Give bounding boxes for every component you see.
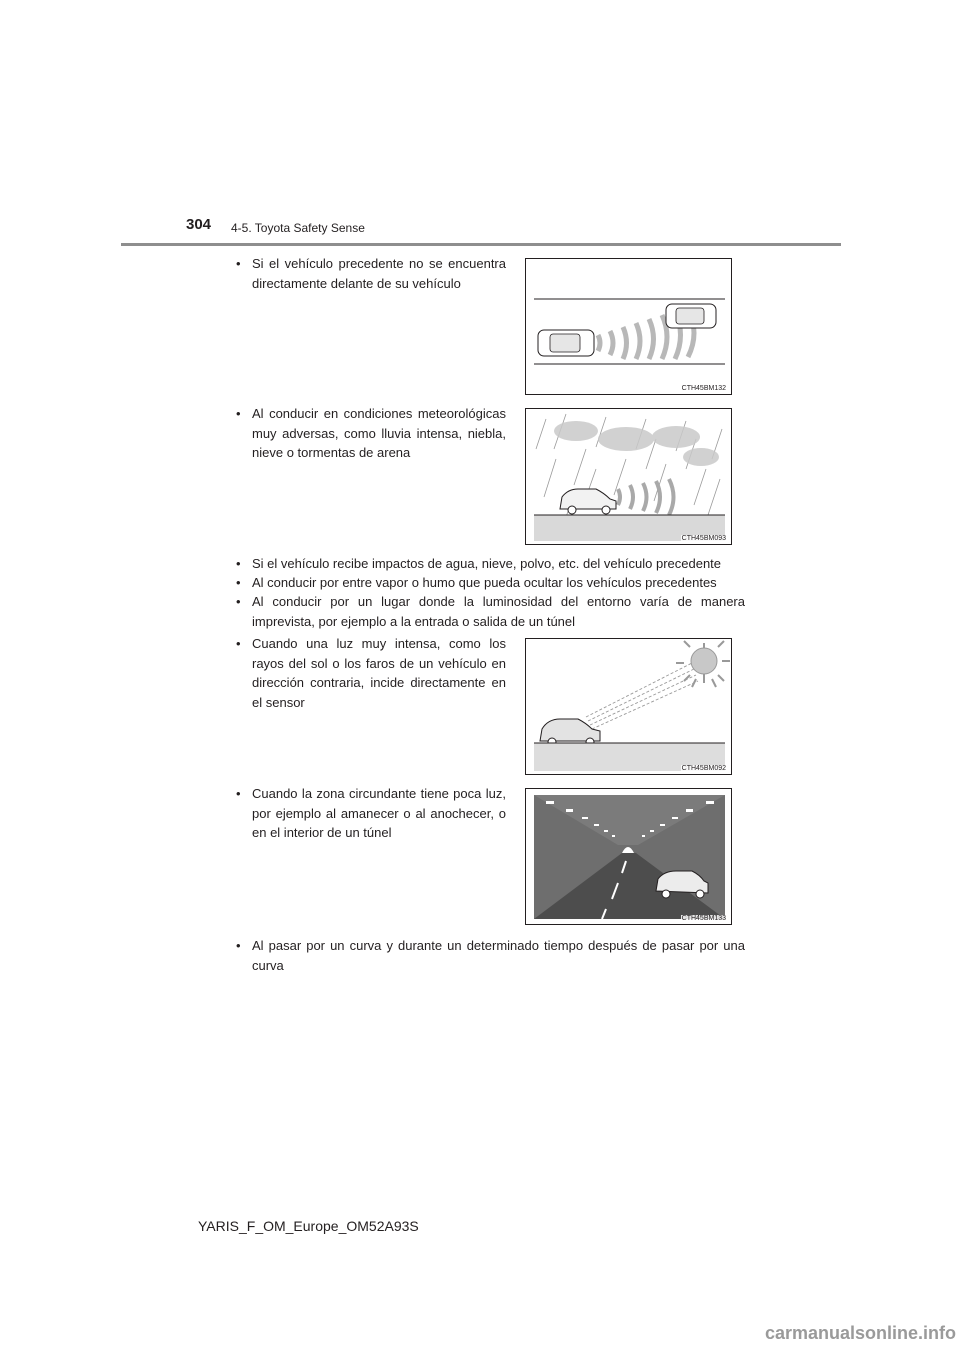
figure-offset-vehicle <box>525 258 732 395</box>
bullet: • <box>236 636 241 651</box>
figure-code: CTH45BM092 <box>681 765 726 772</box>
list-item-low-light <box>236 784 506 843</box>
header-divider <box>121 243 841 246</box>
figure-code: CTH45BM133 <box>681 915 726 922</box>
list-item-curve <box>236 936 745 975</box>
bullet: • <box>236 406 241 421</box>
bullet: • <box>236 594 241 609</box>
list-item-text: Si el vehículo recibe impactos de agua, nieve, polvo, etc. del vehículo precedente <box>252 556 722 571</box>
list-item-brightness-change <box>236 592 745 631</box>
list-item-splash-impact <box>236 554 745 574</box>
figure-intense-light <box>525 638 732 775</box>
list-item-text: Al conducir por entre vapor o humo que pueda ocultar los vehículos precedentes <box>252 575 717 590</box>
figure-code: CTH45BM132 <box>681 385 726 392</box>
list-item-text: Al conducir por un lugar donde la luminosidad del entorno varía de manera imprevista, por ejemplo a la entrada o salida de un túnel <box>252 594 745 629</box>
bullet: • <box>236 575 241 590</box>
list-item-text: Al pasar por un curva y durante un determinado tiempo después de pasar por una curva <box>252 938 745 973</box>
bullet: • <box>236 256 241 271</box>
figure-code: CTH45BM093 <box>681 535 726 542</box>
list-item-text: Cuando la zona circundante tiene poca luz, por ejemplo al amanecer o al anochecer, o en el interior de un túnel <box>252 786 506 840</box>
tunnel-illustration <box>526 789 732 925</box>
figure-adverse-weather <box>525 408 732 545</box>
rain-fog-illustration <box>526 409 732 545</box>
bullet: • <box>236 556 241 571</box>
list-item-vehicle-not-ahead <box>236 254 506 293</box>
page-number: 304 <box>186 216 212 233</box>
figure-low-light-tunnel <box>525 788 732 925</box>
bullet: • <box>236 938 241 953</box>
bullet: • <box>236 786 241 801</box>
sun-glare-illustration <box>526 639 732 775</box>
list-item-steam-smoke <box>236 573 745 593</box>
offset-vehicle-illustration <box>526 259 732 395</box>
list-item-text: Cuando una luz muy intensa, como los rayos del sol o los faros de un vehículo en dirección contraria, incide directamente en el sensor <box>252 636 506 710</box>
list-item-adverse-weather <box>236 404 506 463</box>
list-item-text: Si el vehículo precedente no se encuentra directamente delante de su vehículo <box>252 256 506 291</box>
list-item-text: Al conducir en condiciones meteorológicas muy adversas, como lluvia intensa, niebla, nieve o tormentas de arena <box>252 406 506 460</box>
list-item-intense-light <box>236 634 506 712</box>
document-id: YARIS_F_OM_Europe_OM52A93S <box>198 1218 419 1234</box>
watermark: carmanualsonline.info <box>765 1323 957 1343</box>
section-title: 4-5. Toyota Safety Sense <box>231 221 365 235</box>
